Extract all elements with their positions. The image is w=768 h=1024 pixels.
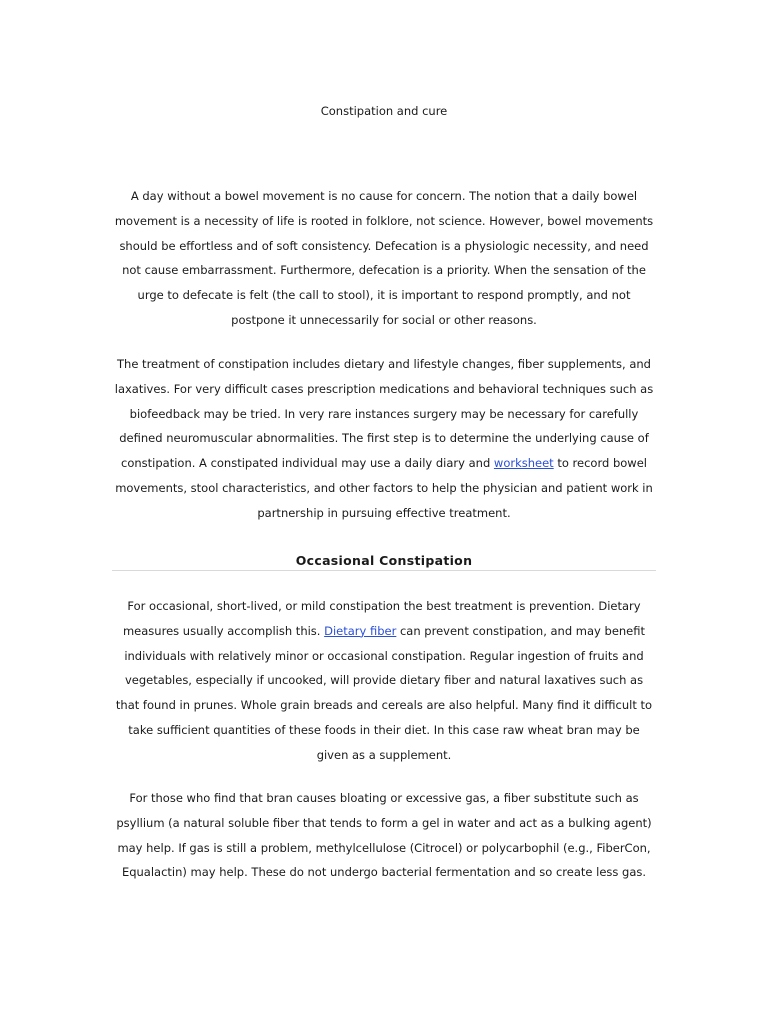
paragraph-treatment-text-end: to record bowel movements, stool characteristics, and other factors to help the physician and patient work in partnership in pursuing effective treatment. [115,456,653,520]
paragraph-fiber-substitute: For those who find that bran causes bloating or excessive gas, a fiber substitute such as psyllium (a natural soluble fiber that tends to form a gel in water and act as a bulking agent) may help. If gas is still a problem, methylcellulose (Citrocel) or polycarbophil (e.g., FiberCon, Equalactin) may help. These do not undergo bacterial fermentation and so create less gas. [116,791,652,880]
document-title: Constipation and cure [320,104,448,118]
section-divider [112,570,656,571]
paragraph-treatment [112,352,656,526]
section-heading-occasional-constipation: Occasional Constipation [295,553,473,568]
worksheet-link[interactable]: worksheet [493,456,554,471]
paragraph-occasional [112,594,656,768]
dietary-fiber-link[interactable]: Dietary fiber [324,623,397,638]
paragraph-occasional-text-end: can prevent constipation, and may benefit individuals with relatively minor or occasional constipation. Regular ingestion of fruits and vegetables, especially if uncooked, will provide dietary fiber and natural laxatives such as that found in prunes. Whole grain breads and cereals are also helpful. Many find it difficult to take sufficient quantities of these foods in their diet. In this case raw wheat bran may be given as a supplement. [115,623,653,762]
paragraph-occasional-text-start: For occasional, short-lived, or mild constipation the best treatment is prevention. Dietary measures usually accomplish this. [122,599,641,638]
paragraph-treatment-text-start: The treatment of constipation includes dietary and lifestyle changes, fiber supplements, and laxatives. For very difficult cases prescription medications and behavioral techniques such as biofeedback may be tried. In very rare instances surgery may be necessary for carefully defined neuromuscular abnormalities. The first step is to determine the underlying cause of constipation. A constipated individual may use a daily diary and [114,357,654,471]
paragraph-intro: A day without a bowel movement is no cause for concern. The notion that a daily bowel movement is a necessity of life is rooted in folklore, not science. However, bowel movements should be effortless and of soft consistency. Defecation is a physiologic necessity, and need not cause embarrassment. Furthermore, defecation is a priority. When the sensation of the urge to defecate is felt (the call to stool), it is important to respond promptly, and not postpone it unnecessarily for social or other reasons. [114,189,654,327]
